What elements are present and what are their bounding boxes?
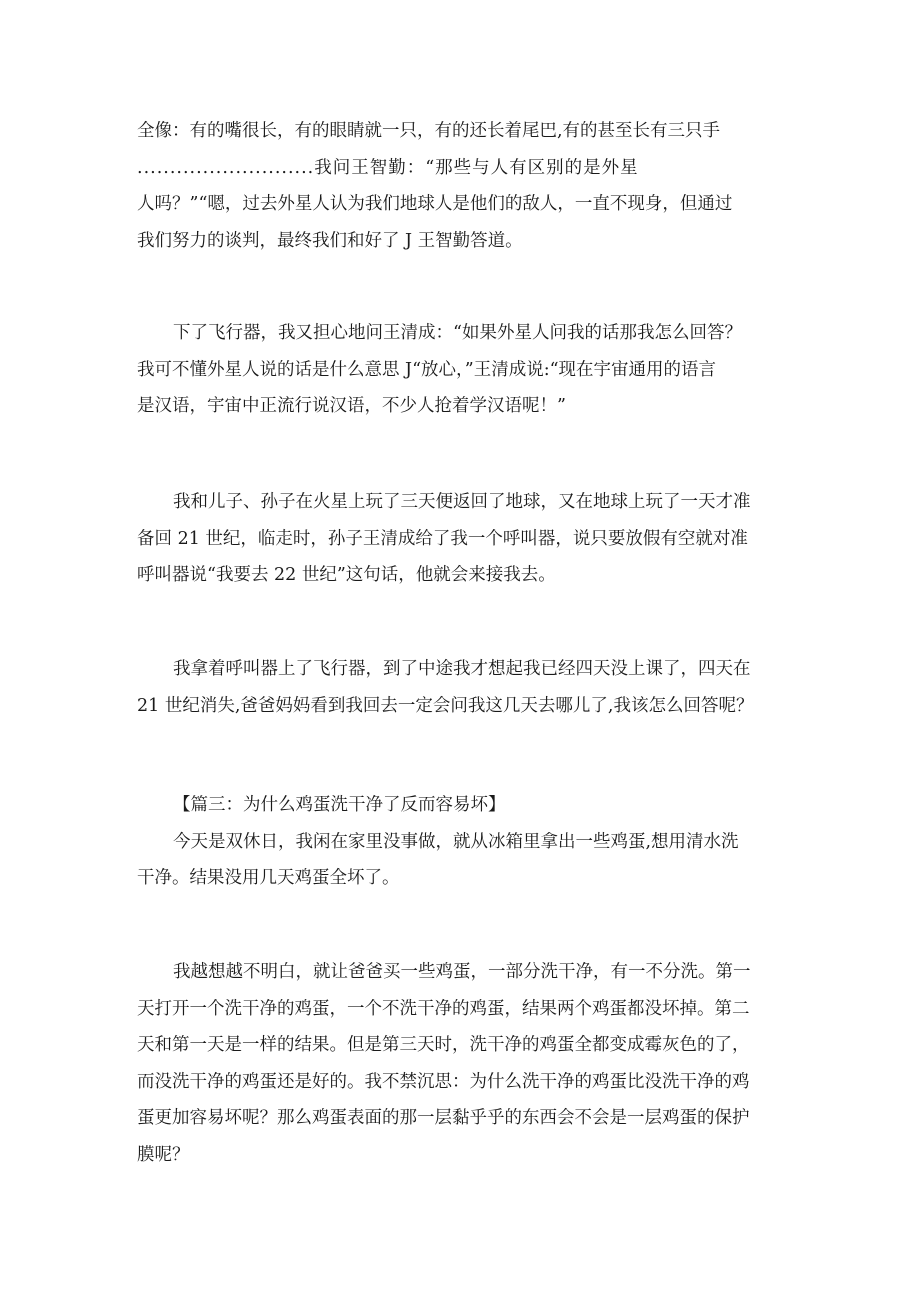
section-heading: 【篇三：为什么鸡蛋洗干净了反而容易坏】 [173, 795, 506, 815]
paragraph-line: 今天是双休日，我闲在家里没事做，就从冰箱里拿出一些鸡蛋,想用清水洗 [173, 831, 739, 852]
paragraph-line: 我越想越不明白，就让爸爸买一些鸡蛋，一部分洗干净，有一不分洗。第一 [173, 962, 751, 982]
paragraph-6 [137, 954, 789, 1174]
paragraph-line: 天打开一个洗干净的鸡蛋，一个不洗干净的鸡蛋，结果两个鸡蛋都没坏掉。第二 [137, 998, 750, 1019]
paragraph-line: 下了飞行器，我又担心地问王清成：“如果外星人问我的话那我怎么回答？ [173, 323, 742, 343]
paragraph-line: 天和第一天是一样的结果。但是第三天时，洗干净的鸡蛋全都变成霉灰色的了， [137, 1035, 750, 1056]
paragraph-line: 干净。结果没用几天鸡蛋全坏了。 [137, 868, 400, 889]
paragraph-2 [137, 315, 789, 425]
paragraph-line: 呼叫器说“我要去 22 世纪”这句话，他就会来接我去。 [137, 565, 556, 586]
paragraph-3 [137, 484, 789, 594]
paragraph-line: 人吗？”“嗯，过去外星人认为我们地球人是他们的敌人，一直不现身，但通过 [137, 194, 733, 215]
paragraph-line: 备回 21 世纪，临走时，孙子王清成给了我一个呼叫器，说只要放假有空就对准 [137, 528, 748, 549]
paragraph-line: 我和儿子、孙子在火星上玩了三天便返回了地球，又在地球上玩了一天才准 [173, 492, 751, 512]
paragraph-line: ...........................我问王智勤：“那些与人有区别的是外星 [137, 157, 639, 178]
paragraph-4 [137, 651, 789, 724]
paragraph-line: 是汉语，宇宙中正流行说汉语，不少人抢着学汉语呢！” [137, 396, 566, 417]
paragraph-line: 膜呢？ [137, 1144, 190, 1165]
paragraph-line: 蛋更加容易坏呢？那么鸡蛋表面的那一层黏乎乎的东西会不会是一层鸡蛋的保护 [137, 1108, 750, 1129]
paragraph-1 [137, 113, 789, 259]
paragraph-line: 我拿着呼叫器上了飞行器，到了中途我才想起我已经四天没上课了，四天在 [173, 659, 751, 679]
paragraph-line: 我们努力的谈判，最终我们和好了 J 王智勤答道。 [137, 230, 523, 251]
paragraph-line: 全像：有的嘴很长，有的眼睛就一只，有的还长着尾巴,有的甚至长有三只手 [137, 121, 721, 141]
paragraph-5 [137, 787, 789, 897]
paragraph-line: 我可不懂外星人说的话是什么意思 J“放心，”王清成说:“现在宇宙通用的语言 [137, 359, 717, 380]
paragraph-line: 而没洗干净的鸡蛋还是好的。我不禁沉思：为什么洗干净的鸡蛋比没洗干净的鸡 [137, 1071, 750, 1092]
paragraph-line: 21 世纪消失,爸爸妈妈看到我回去一定会问我这几天去哪儿了,我该怎么回答呢？ [137, 695, 754, 716]
